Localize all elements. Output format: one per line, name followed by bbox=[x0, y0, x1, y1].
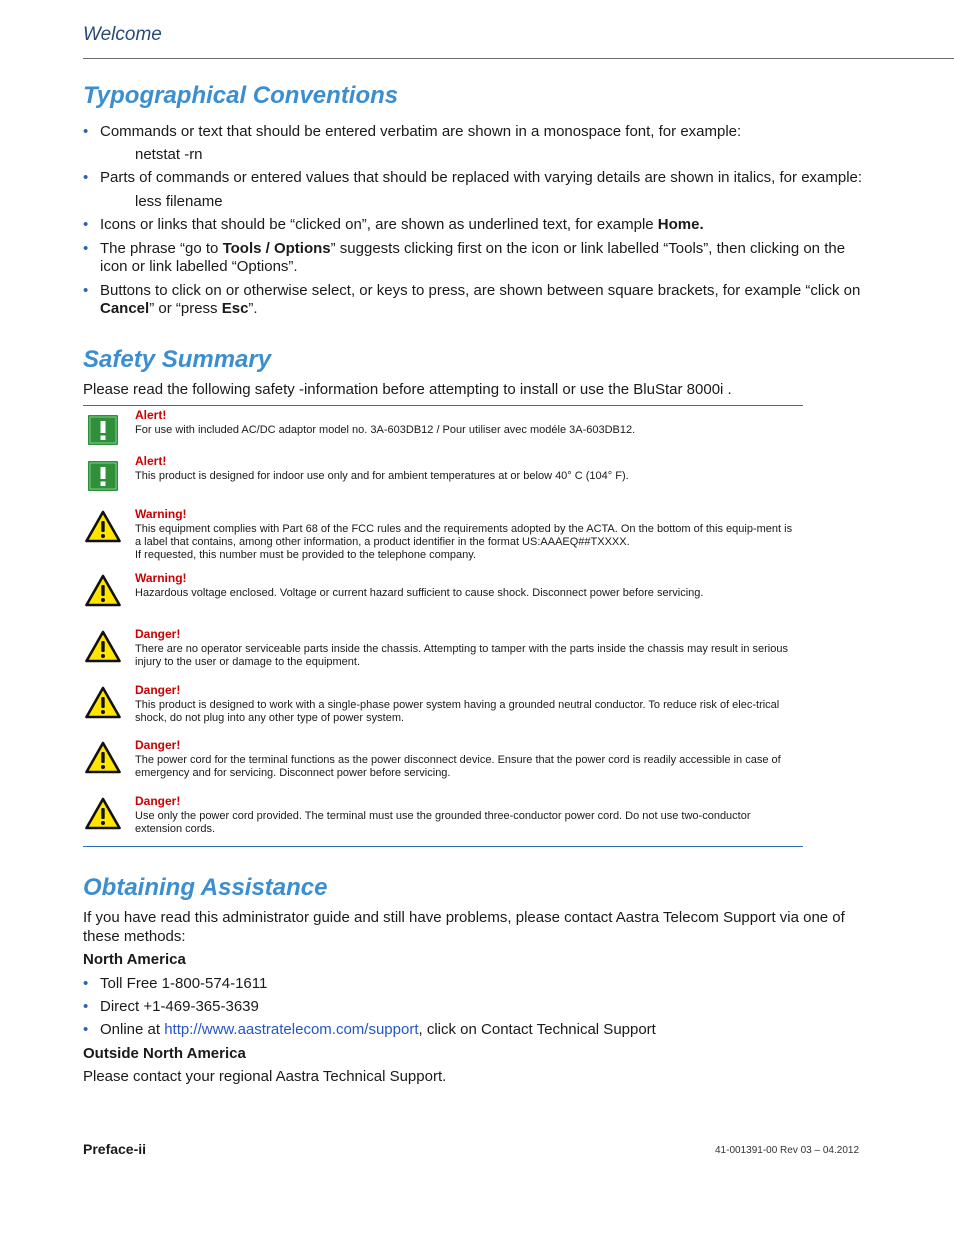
bullet-icon: • bbox=[83, 169, 89, 186]
warning-triangle-icon bbox=[85, 510, 121, 543]
warning-triangle-icon bbox=[85, 741, 121, 774]
online-text: , click on Contact Technical Support bbox=[418, 1021, 656, 1038]
bullet-icon: • bbox=[83, 123, 89, 140]
document-id: 41-001391-00 Rev 03 – 04.2012 bbox=[715, 1145, 860, 1156]
bold-term: Home. bbox=[657, 216, 704, 233]
notice-level: Alert! bbox=[135, 454, 167, 468]
list-item bbox=[83, 975, 863, 993]
notice-text: There are no operator serviceable parts inside the chassis. Attempting to tamper with the parts inside the chassis may result in serious injury to the user or damage to the equipment. bbox=[135, 643, 788, 668]
bullet-text: ” suggests clicking first on the icon or link labelled “Tools”, then clicking on the icon or link labelled “Options”. bbox=[100, 240, 846, 275]
notice-text: Hazardous voltage enclosed. Voltage or current hazard sufficient to cause shock. Disconnect power before servicing. bbox=[135, 587, 704, 599]
bullet-icon: • bbox=[83, 975, 89, 992]
notice-level: Danger! bbox=[135, 627, 181, 641]
notice-level: Danger! bbox=[135, 683, 181, 697]
notice-text: This equipment complies with Part 68 of the FCC rules and the requirements adopted by the ACTA. On the bottom of this equip-ment is a label that contains, among other information, a product identifier in the format US:AAAEQ##TXXXX. If requested, this number must be provided to the telephone company. bbox=[135, 523, 793, 561]
list-item bbox=[83, 216, 863, 234]
list-item bbox=[83, 123, 863, 164]
warning-triangle-icon bbox=[85, 797, 121, 830]
notice-level: Alert! bbox=[135, 408, 167, 422]
notice-level: Danger! bbox=[135, 738, 181, 752]
bullet-icon: • bbox=[83, 282, 89, 299]
bullet-icon: • bbox=[83, 1021, 89, 1038]
notice-level: Danger! bbox=[135, 794, 181, 808]
north-america-list bbox=[83, 975, 863, 1039]
warning-triangle-icon bbox=[85, 630, 121, 663]
warning-triangle-icon bbox=[85, 574, 121, 607]
notice-text: The power cord for the terminal functions as the power disconnect device. Ensure that the power cord is readily accessible in case of emergency and for servicing. Disconnect power before servicing. bbox=[135, 754, 781, 779]
bold-term: Esc bbox=[221, 300, 249, 317]
notice-text: For use with included AC/DC adaptor model no. 3A-603DB12 / Pour utiliser avec modéle 3A-603DB12. bbox=[135, 424, 636, 436]
safety-top-rule bbox=[83, 405, 803, 406]
warning-triangle-icon bbox=[85, 686, 121, 719]
list-item bbox=[83, 1021, 863, 1039]
bold-term: Cancel bbox=[100, 300, 150, 317]
bullet-icon: • bbox=[83, 998, 89, 1015]
bullet-text: Parts of commands or entered values that should be replaced with varying details are shown in italics, for example: bbox=[100, 169, 863, 186]
bullet-text: ” or “press bbox=[149, 300, 222, 317]
safety-bottom-rule bbox=[83, 846, 803, 847]
list-item bbox=[83, 998, 863, 1016]
safety-heading: Safety Summary bbox=[83, 346, 272, 373]
alert-icon bbox=[88, 415, 118, 445]
assistance-intro: If you have read this administrator guide and still have problems, please contact Aastra Telecom Support via one of these methods: bbox=[83, 909, 845, 945]
bullet-text: Buttons to click on or otherwise select, or keys to press, are shown between square brackets, for example “click on bbox=[100, 282, 861, 299]
bullet-text: Commands or text that should be entered verbatim are shown in a monospace font, for example: bbox=[100, 123, 742, 140]
page-number: Preface-ii bbox=[83, 1141, 147, 1157]
example-text: netstat -rn bbox=[135, 146, 203, 163]
list-item bbox=[83, 282, 863, 318]
typographical-list bbox=[83, 123, 863, 318]
bullet-icon: • bbox=[83, 240, 89, 257]
running-header: Welcome bbox=[83, 24, 162, 45]
safety-intro: Please read the following safety -information before attempting to install or use the BluStar 8000i . bbox=[83, 381, 732, 398]
notice-level: Warning! bbox=[135, 507, 187, 521]
example-text: less filename bbox=[135, 193, 223, 210]
typographical-heading: Typographical Conventions bbox=[83, 82, 399, 109]
outside-label: Outside North America bbox=[83, 1045, 246, 1062]
bullet-icon: • bbox=[83, 216, 89, 233]
direct-text: Direct +1-469-365-3639 bbox=[100, 998, 259, 1015]
alert-icon bbox=[88, 461, 118, 491]
bullet-text: Icons or links that should be “clicked on”, are shown as underlined text, for example bbox=[100, 216, 658, 233]
online-text: Online at bbox=[100, 1021, 165, 1038]
list-item bbox=[83, 240, 863, 276]
bold-term: Tools / Options bbox=[222, 240, 331, 257]
notice-text: This product is designed to work with a single-phase power system having a grounded neutral conductor. To reduce risk of elec-trical shock, do not plug into any other type of power system. bbox=[135, 699, 780, 724]
notice-level: Warning! bbox=[135, 571, 187, 585]
list-item bbox=[83, 169, 863, 211]
support-link[interactable]: http://www.aastratelecom.com/support bbox=[164, 1021, 419, 1038]
notice-text: This product is designed for indoor use only and for ambient temperatures at or below 40° C (104° F). bbox=[135, 470, 629, 482]
header-rule bbox=[83, 58, 954, 59]
notice-text: Use only the power cord provided. The terminal must use the grounded three-conductor power cord. Do not use two-conductor extension cords. bbox=[135, 810, 751, 835]
outside-text: Please contact your regional Aastra Technical Support. bbox=[83, 1068, 447, 1085]
bullet-text: The phrase “go to bbox=[100, 240, 223, 257]
toll-free-text: Toll Free 1-800-574-1611 bbox=[100, 975, 268, 992]
assistance-heading: Obtaining Assistance bbox=[83, 874, 328, 901]
north-america-label: North America bbox=[83, 951, 186, 968]
bullet-text: ”. bbox=[248, 300, 258, 317]
